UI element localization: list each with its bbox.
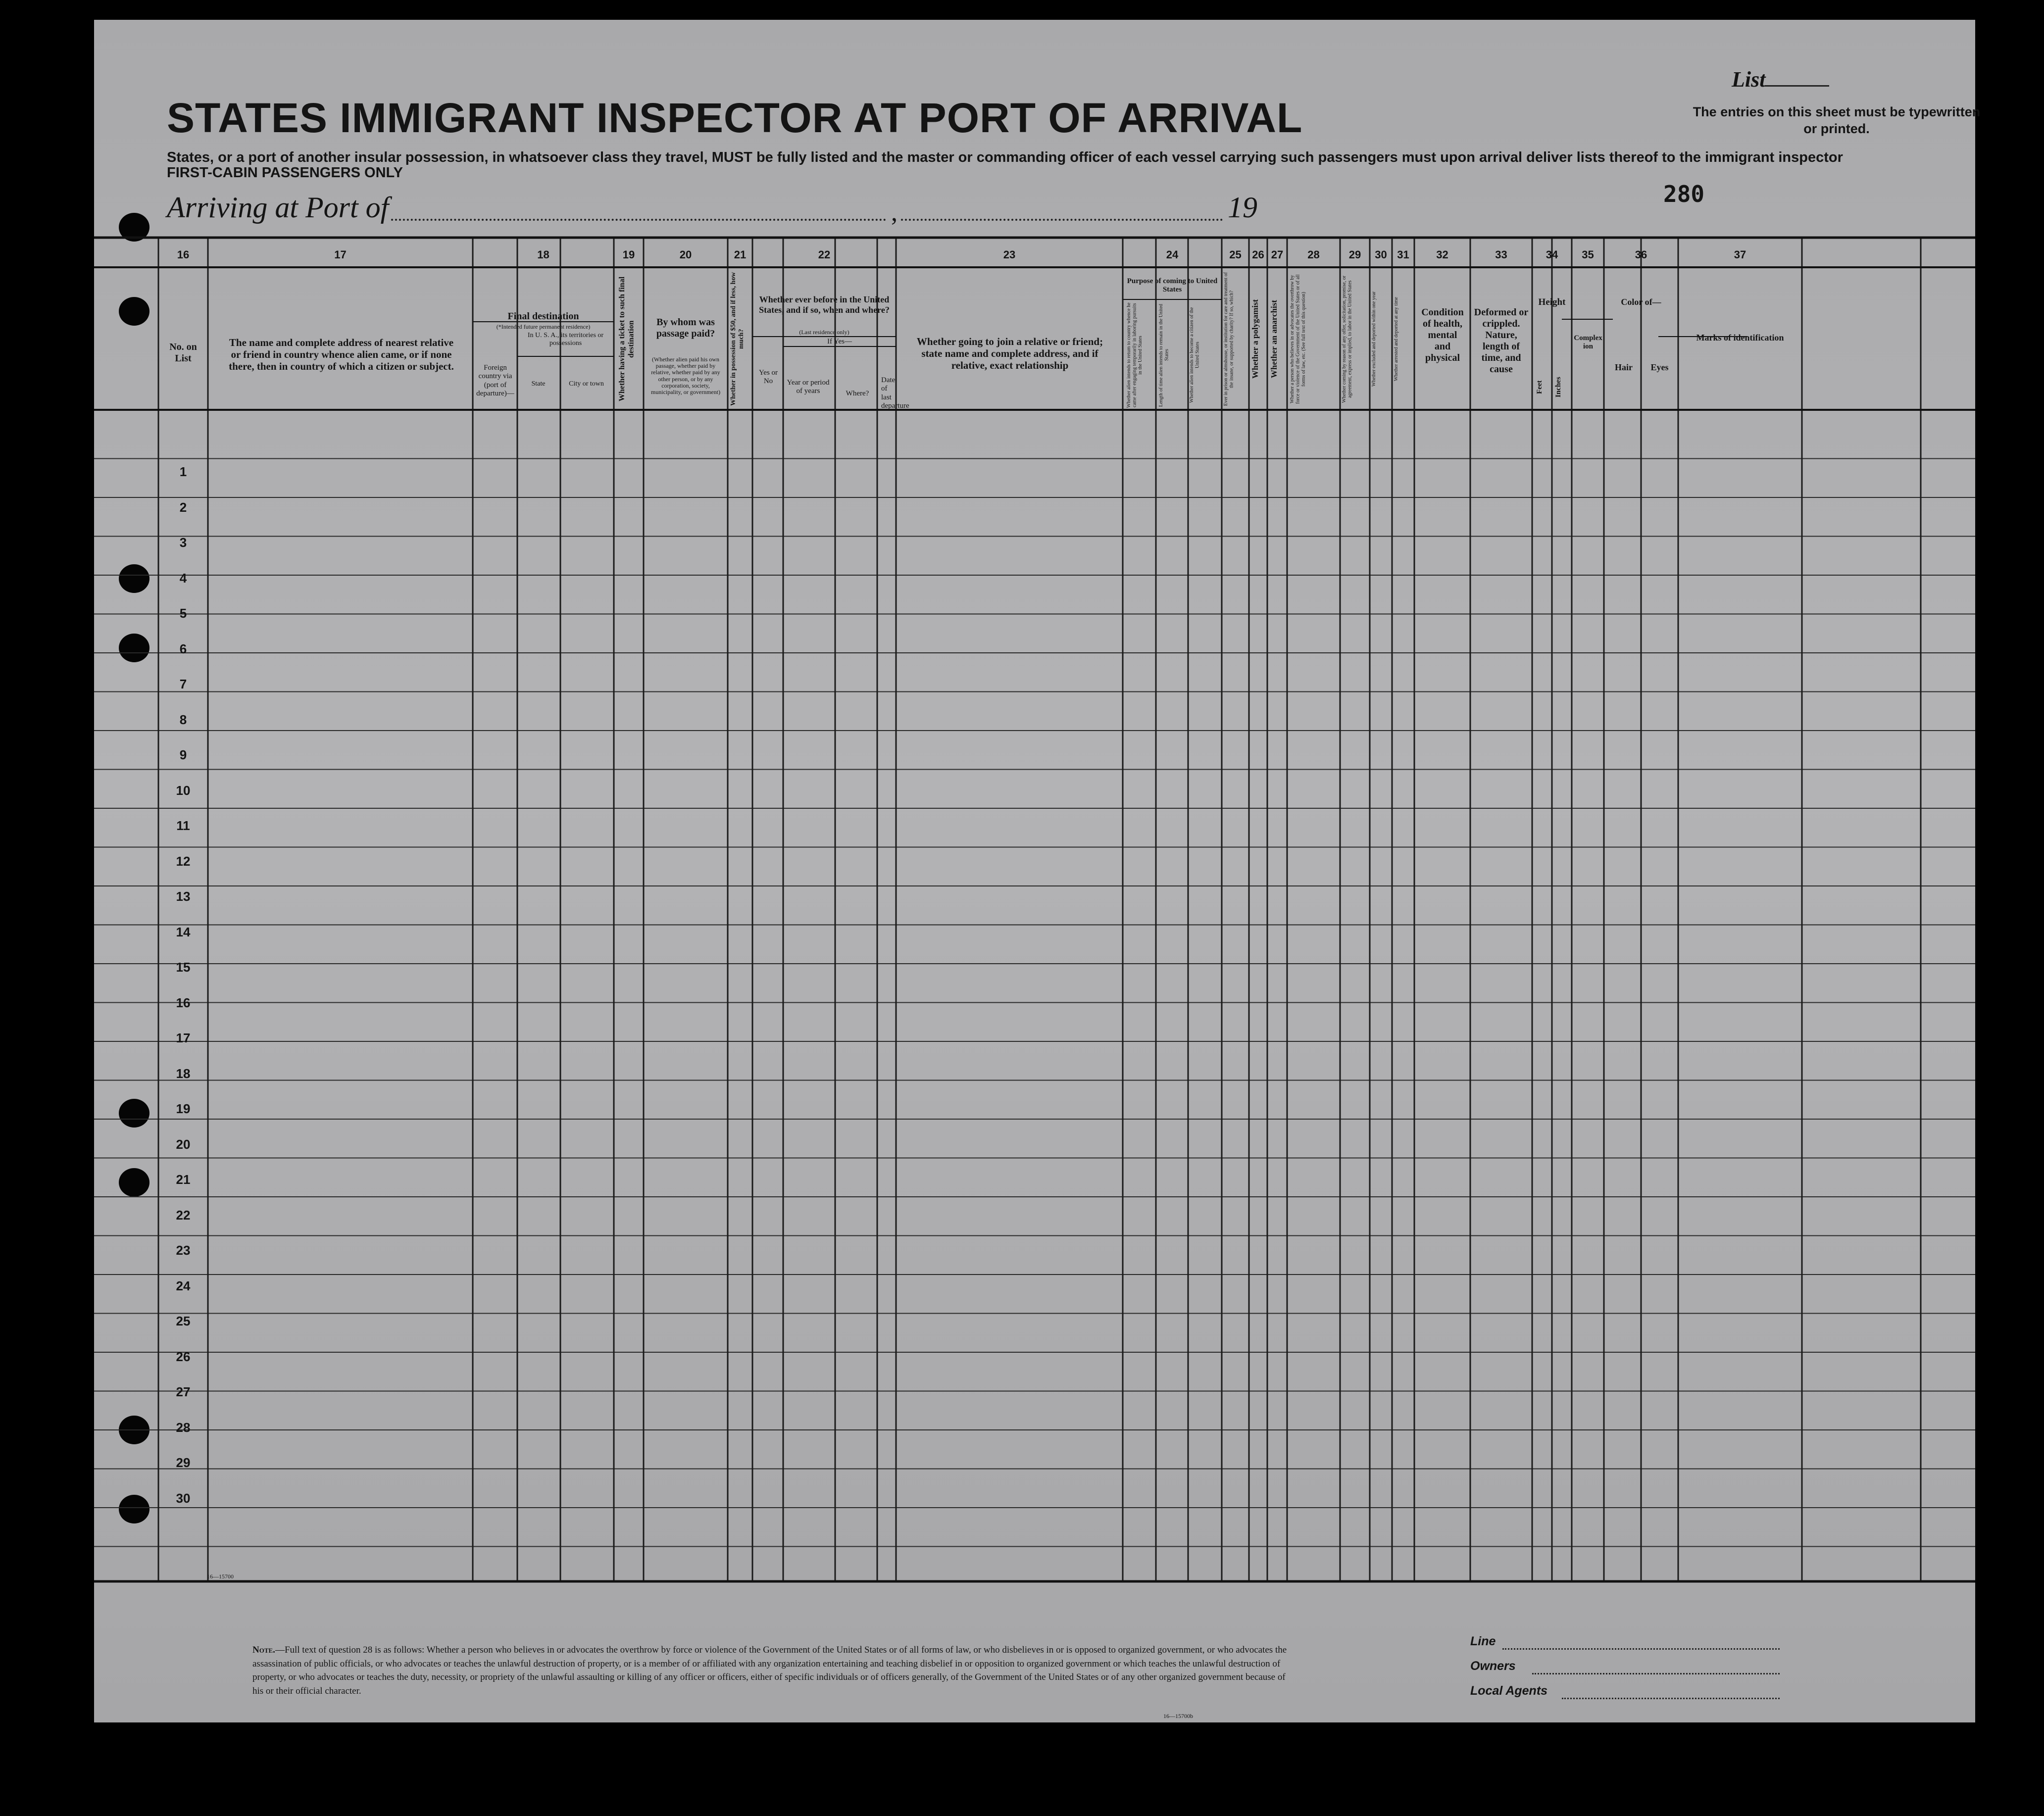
col-num-17: 17 xyxy=(334,248,347,261)
header-eyes: Eyes xyxy=(1650,362,1669,372)
header-inches: Inches xyxy=(1554,377,1562,398)
col-num-26: 26 xyxy=(1252,248,1264,261)
row-number: 25 xyxy=(176,1314,191,1328)
local-agents-label: Local Agents xyxy=(1470,1684,1548,1698)
passenger-class-label: FIRST-CABIN PASSENGERS ONLY xyxy=(167,165,403,181)
header-city: City or town xyxy=(569,380,604,388)
line-label: Line xyxy=(1470,1634,1496,1648)
header-period-years: Year or period of years xyxy=(787,379,830,395)
col-num-19: 19 xyxy=(622,248,635,261)
owners-blank xyxy=(1532,1673,1780,1674)
question-28-note xyxy=(252,1643,1287,1698)
header-feet: Feet xyxy=(1536,380,1544,394)
header-excluded: Whether excluded and deported within one year xyxy=(1371,291,1377,387)
col-num-37: 37 xyxy=(1734,248,1746,261)
manifest-sheet: STATES IMMIGRANT INSPECTOR AT PORT OF ARRIVAL States, or a port of another insular possession, in whatsoever class they travel, MUST be fully listed and the master or commanding officer of each vessel carrying such passengers must upon arrival deliver lists thereof to the immigrant inspector FIRST-CABIN PASSENGERS ONLY List The entries on this sheet must be typewritten or printed. Arriving at Port of , 19 280 16 17 18 19 20 21 22 23 24 25 26 27 28 29 30 31 32 33 34 35 36 37 No. on List The name and complete address of nearest relative or friend in country whence alien came, or if none there, then in country of which a citizen or subject. Final destination (*Intended future permanent residence) Foreign country via (port of departure)— In U. S. A., its territories or possessions State City or town Whether having a ticket to such final destination By whom was passage paid? (Whether alien paid his own passage, whether paid by relative, whether paid by any other person, or by any corporation, society, municipality, or government) Whether in possession of $50, and if less, how much? Whether ever before in the United States, and if so, when and where? (Last residence only) If Yes— Yes or No Year or period of years Where? Date of last departure Whether going to join a relative or friend; state name and complete address, and if relative, exact relationship Purpose of coming to United States Whether alien intends to return to country whence he came after engaging temporarily in laboring pursuits in the United States Length of time alien intends to remain in the United States Whether alien intends to become a citizen of the United States Ever in prison or almshouse, or institution for care and treatment of the insane, or supported by charity? If so, which? Whether a polygamist Whether an anarchist Whether a person who believes in or advocates the overthrow by force or violence of the Government of the United States or of all forms of law, etc. (See full text of this question) Whether coming by reason of any offer, solicitation, promise, or agreement, express or implied, to labor in the United States Whether excluded and deported within one year Whether arrested and deported at any time Condition of health, mental and physical Deformed or crippled. Nature, length of time, and cause Height Feet Inches Complexion Color of— Hair Eyes Marks of identification 1 2 3 4 5 6 7 8 9 10 11 12 13 14 15 16 17 18 19 20 21 22 23 24 25 26 27 28 29 30 16—15700 Note.—Full text of question 28 is as follows: Whether a person who believes in or advocates the overthrow by force or violence of the Government of the United States or of all forms of law, or who disbelieves in or is opposed to organized government, or who advocates the assassination of public officials, or who advocates or teaches the unlawful destruction of property, or is a member of or affiliated with any organization entertaining and teaching disbelief in or opposition to organized government or which teaches the unlawful destruction of property, or who advocates or teaches the duty, necessity, or propriety of the unlawful assaulting or killing of any officer or officers, either of specific individuals or of officers generally, of the Government of the United States or of any other organized government because of his or their official character. 16—15700b Line Owners Local Agents xyxy=(94,20,1975,1722)
header-final-destination: Final destination xyxy=(507,311,579,322)
local-agents-blank xyxy=(1562,1698,1780,1699)
header-deformed: Deformed or crippled. Nature, length of time, and cause xyxy=(1474,307,1529,375)
row-number: 26 xyxy=(176,1349,191,1364)
header-labor-offer: Whether coming by reason of any offer, solicitation, promise, or agreement, express or implied, to labor in the United States xyxy=(1342,275,1353,403)
row-number: 12 xyxy=(176,853,191,869)
header-if-yes: If Yes— xyxy=(827,338,852,345)
header-anarchist: Whether an anarchist xyxy=(1269,299,1279,379)
row-number: 20 xyxy=(176,1136,191,1152)
row-number: 4 xyxy=(179,570,187,586)
col-num-33: 33 xyxy=(1495,248,1507,261)
form-number: 16—15700 xyxy=(207,1573,234,1580)
form-title: STATES IMMIGRANT INSPECTOR AT PORT OF ARRIVAL xyxy=(167,95,1303,141)
table-borders xyxy=(94,238,1975,1581)
col-num-25: 25 xyxy=(1229,248,1242,261)
form-instruction: States, or a port of another insular possession, in whatsoever class they travel, MUST be fully listed and the master or commanding officer of each vessel carrying such passengers must upon arrival deliver lists thereof to the immigrant inspector xyxy=(167,149,1843,165)
header-purpose-return: Whether alien intends to return to country whence he came after engaging temporarily in laboring pursuits in the United States xyxy=(1126,302,1143,408)
col-num-27: 27 xyxy=(1271,248,1284,261)
col-num-30: 30 xyxy=(1375,248,1387,261)
header-arrested: Whether arrested and deported at any time xyxy=(1394,297,1399,381)
owners-label: Owners xyxy=(1470,1659,1516,1673)
col-num-18: 18 xyxy=(537,248,549,261)
col-num-29: 29 xyxy=(1348,248,1361,261)
row-number: 2 xyxy=(179,499,187,515)
row-number: 7 xyxy=(179,677,187,691)
col-num-28: 28 xyxy=(1307,248,1320,261)
row-number: 30 xyxy=(176,1490,191,1506)
row-number: 8 xyxy=(179,712,187,727)
col-num-21: 21 xyxy=(734,248,747,261)
row-number: 15 xyxy=(176,960,191,975)
header-where: Where? xyxy=(846,390,869,397)
row-number: 16 xyxy=(176,995,191,1010)
col-num-23: 23 xyxy=(1003,248,1016,261)
row-number: 6 xyxy=(179,641,187,656)
note-text: —Full text of question 28 is as follows: Whether a person who believes in or advocates the overthrow by force or violence of the Government of the United States or of all forms of law, or who disbelieves in or is opposed to organized government, or who advocates the assassination of public officials, or who advocates or teaches the unlawful destruction of property, or is a member of or affiliated with any organization entertaining and teaching disbelief in or opposition to organized government or which teaches the unlawful destruction of property, or who advocates or teaches the duty, necessity, or propriety of the unlawful assaulting or killing of any officer or officers, either of specific individuals or of officers generally, of the Government of the United States or of any other organized government because of his or their official character. xyxy=(252,1645,1287,1696)
row-number: 1 xyxy=(179,464,187,479)
row-number: 10 xyxy=(176,783,191,798)
row-number: 3 xyxy=(179,535,187,550)
form-number-footer: 16—15700b xyxy=(1163,1713,1193,1719)
header-color-of: Color of— xyxy=(1621,297,1661,307)
typewritten-note: The entries on this sheet must be typewritten or printed. xyxy=(1693,104,1981,136)
header-yes-no: Yes or No xyxy=(758,369,778,386)
column-lines xyxy=(158,238,1921,1581)
header-final-destination-sub: (*Intended future permanent residence) xyxy=(496,323,591,330)
row-number: 17 xyxy=(176,1031,191,1045)
col-num-36: 36 xyxy=(1635,248,1647,261)
arriving-port-label: Arriving at Port of xyxy=(167,191,389,224)
header-purpose-citizen: Whether alien intends to become a citizen of the United States xyxy=(1189,307,1200,403)
row-lines xyxy=(94,459,1975,1547)
header-fifty-dollars: Whether in possession of $50, and if less, how much? xyxy=(730,272,746,406)
col-num-20: 20 xyxy=(679,248,692,261)
header-passage-paid: By whom was passage paid? xyxy=(656,317,715,339)
note-label: Note. xyxy=(252,1645,275,1655)
col-num-16: 16 xyxy=(177,248,190,261)
header-join-relative: Whether going to join a relative or friend; state name and complete address, and if relative, exact relationship xyxy=(916,336,1103,372)
col-num-31: 31 xyxy=(1397,248,1409,261)
col-num-32: 32 xyxy=(1436,248,1448,261)
row-number: 14 xyxy=(176,924,191,939)
row-number: 19 xyxy=(176,1101,191,1116)
header-foreign-country: Foreign country via (port of departure)— xyxy=(476,364,514,397)
header-passage-paid-sub: (Whether alien paid his own passage, whether paid by relative, whether paid by any other person, or by any corporation, society, municipality, or government) xyxy=(650,356,721,395)
header-last-residence: (Last residence only) xyxy=(799,329,849,336)
row-number: 28 xyxy=(176,1420,191,1435)
header-ever-before: Whether ever before in the United States, and if so, when and where? xyxy=(759,294,890,315)
row-number: 27 xyxy=(176,1384,191,1399)
comma-separator: , xyxy=(891,198,897,227)
row-number: 9 xyxy=(179,747,187,762)
row-number: 22 xyxy=(176,1207,191,1223)
col-num-24: 24 xyxy=(1166,248,1179,261)
row-number: 13 xyxy=(176,889,191,904)
header-ticket: Whether having a ticket to such final destination xyxy=(618,276,636,402)
row-number: 18 xyxy=(176,1066,191,1081)
stamped-list-number: 280 xyxy=(1663,181,1705,207)
header-hair: Hair xyxy=(1615,362,1633,372)
year-prefix: 19 xyxy=(1228,191,1257,224)
header-polygamist: Whether a polygamist xyxy=(1250,299,1260,379)
header-height: Height xyxy=(1538,297,1566,307)
line-blank xyxy=(1502,1648,1780,1650)
row-number: 11 xyxy=(176,818,190,833)
header-overthrow: Whether a person who believes in or advocates the overthrow by force or violence of the Government of the United States or of all forms of law, etc. (See full text of this question) xyxy=(1290,274,1306,404)
table-grid xyxy=(94,20,1975,1722)
col-num-35: 35 xyxy=(1582,248,1594,261)
header-purpose: Purpose of coming to United States xyxy=(1127,277,1218,294)
header-state: State xyxy=(531,380,546,388)
header-prison: Ever in prison or almshouse, or institution for care and treatment of the insane, or supported by charity? If so, which? xyxy=(1223,272,1235,406)
row-number: 21 xyxy=(176,1172,191,1187)
list-label: List xyxy=(1732,67,1766,92)
header-nearest-relative: The name and complete address of nearest relative or friend in country whence alien came, or if none there, then in country of which a citizen or subject. xyxy=(229,337,454,373)
header-health: Condition of health, mental and physical xyxy=(1421,307,1464,363)
col-num-34: 34 xyxy=(1545,248,1558,261)
header-purpose-length: Length of time alien intends to remain in the United States xyxy=(1158,303,1170,407)
col-num-22: 22 xyxy=(818,248,831,261)
row-number: 24 xyxy=(176,1278,191,1293)
header-complexion: Complexion xyxy=(1574,334,1602,351)
header-identification-marks: Marks of identification xyxy=(1696,333,1784,343)
row-number: 29 xyxy=(176,1455,191,1470)
row-number: 23 xyxy=(176,1243,191,1258)
header-in-usa: In U. S. A., its territories or possessions xyxy=(527,332,604,347)
row-number: 5 xyxy=(179,606,187,621)
header-no-on-list: No. on List xyxy=(169,342,197,364)
